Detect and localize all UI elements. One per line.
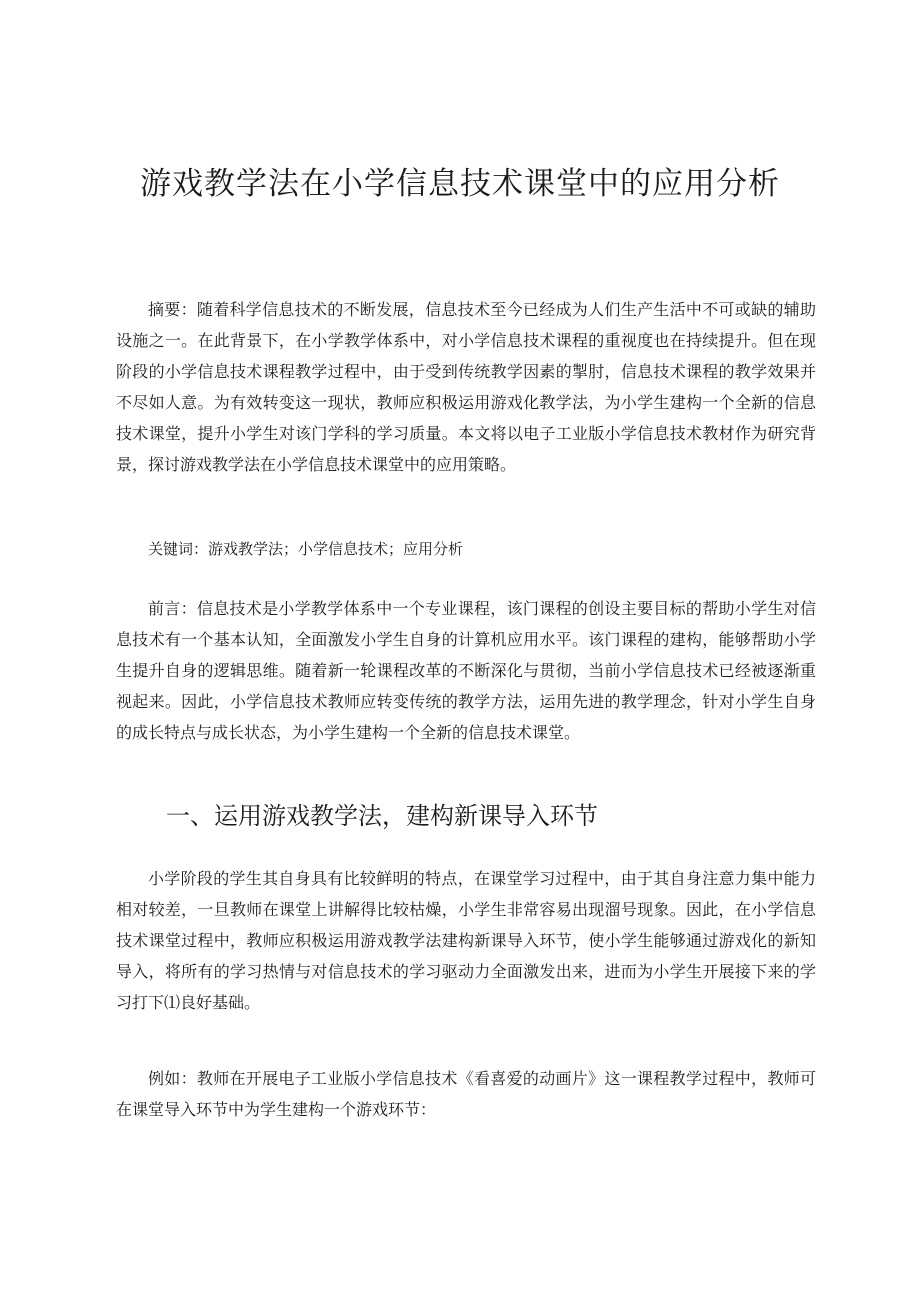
- section1-paragraph-1: 小学阶段的学生其自身具有比较鲜明的特点，在课堂学习过程中，由于其自身注意力集中能力相对较差，一旦教师在课堂上讲解得比较枯燥，小学生非常容易出现溜号现象。因此，在小学信息技术课堂过程中，教师应积极运用游戏教学法建构新课导入环节，使小学生能够通过游戏化的新知导入，将所有的学习热情与对信息技术的学习驱动力全面激发出来，进而为小学生开展接下来的学习打下⑴良好基础。: [116, 869, 816, 1012]
- keywords-line: 关键词：游戏教学法；小学信息技术；应用分析: [148, 540, 464, 558]
- document-title: 游戏教学法在小学信息技术课堂中的应用分析: [140, 166, 780, 202]
- section1-paragraph-2: 例如：教师在开展电子工业版小学信息技术《看喜爱的动画片》这一课程教学过程中，教师可在课堂导入环节中为学生建构一个游戏环节：: [116, 1069, 816, 1119]
- abstract-paragraph: 摘要：随着科学信息技术的不断发展，信息技术至今已经成为人们生产生活中不可或缺的辅助设施之一。在此背景下，在小学教学体系中，对小学信息技术课程的重视度也在持续提升。但在现阶段的小学信息技术课程教学过程中，由于受到传统教学因素的掣肘，信息技术课程的教学效果并不尽如人意。为有效转变这一现状，教师应积极运用游戏化教学法，为小学生建构一个全新的信息技术课堂，提升小学生对该门学科的学习质量。本文将以电子工业版小学信息技术教材作为研究背景，探讨游戏教学法在小学信息技术课堂中的应用策略。: [116, 300, 816, 474]
- preface-paragraph: 前言：信息技术是小学教学体系中一个专业课程，该门课程的创设主要目标的帮助小学生对信息技术有一个基本认知，全面激发小学生自身的计算机应用水平。该门课程的建构，能够帮助小学生提升自身的逻辑思维。随着新一轮课程改革的不断深化与贯彻，当前小学信息技术已经被逐渐重视起来。因此，小学信息技术教师应转变传统的教学方法，运用先进的教学理念，针对小学生自身的成长特点与成长状态，为小学生建构一个全新的信息技术课堂。: [116, 599, 816, 742]
- section-heading-1: 一、运用游戏教学法，建构新课导入环节: [166, 802, 598, 830]
